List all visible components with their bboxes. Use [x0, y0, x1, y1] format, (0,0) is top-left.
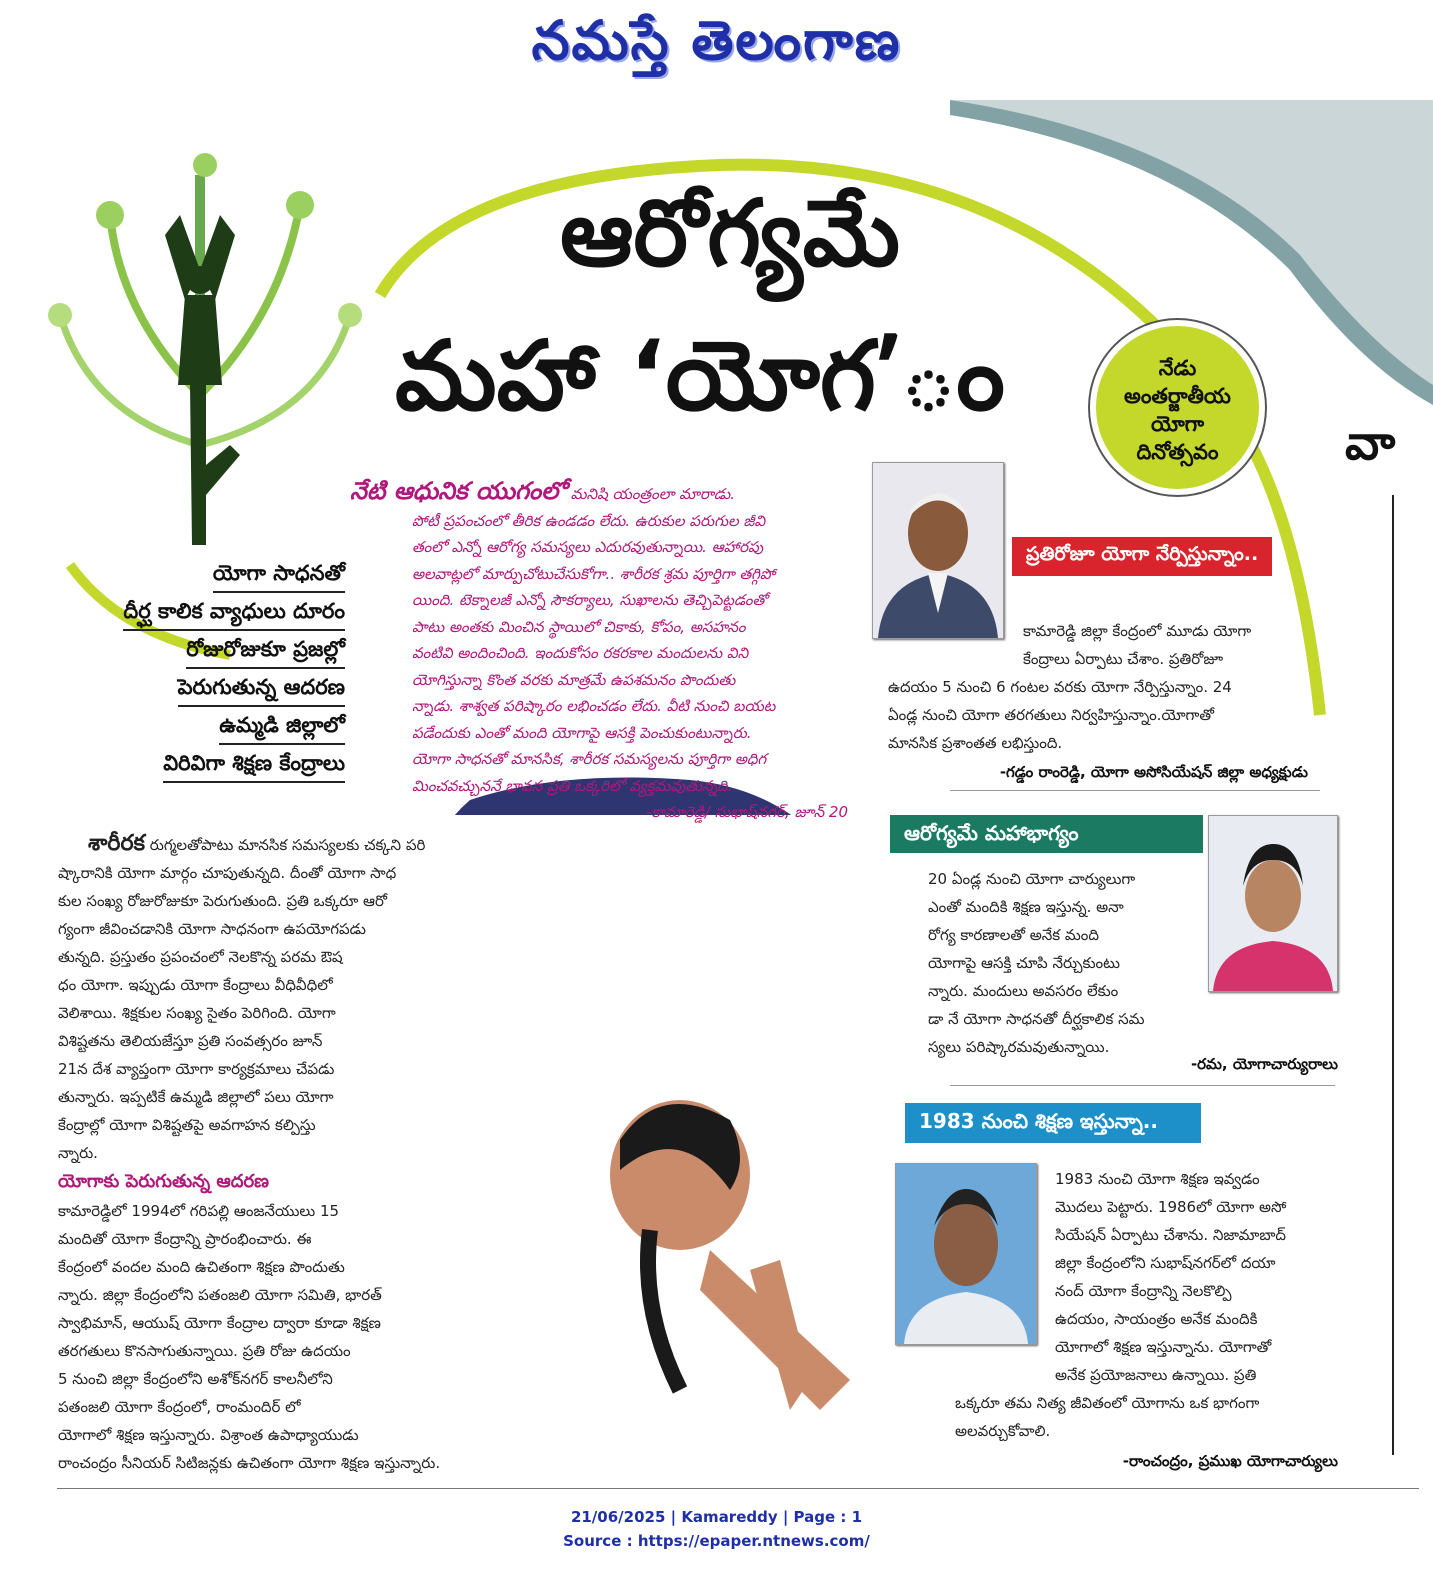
- body-line: 5 నుంచి జిల్లా కేంద్రంలోని అశోక్‌నగర్ కాలనీలోని: [58, 1370, 333, 1388]
- box2-text: [928, 865, 1186, 1061]
- side-head-3: రోజురోజుకూ ప్రజల్లో: [186, 631, 345, 669]
- divider: [950, 1085, 1335, 1086]
- box3-line: జిల్లా కేంద్రంలోని సుభాష్‌నగర్‌లో దయా: [1055, 1254, 1276, 1272]
- body-first-line: శారీరక రుగ్మలతోపాటు మానసిక సమస్యలకు చక్కని పరి: [58, 830, 508, 859]
- intro-line: పోటీ ప్రపంచంలో తీరిక ఉండడం లేదు. ఉరుకుల పరుగుల జీవి: [412, 511, 766, 530]
- headline-line1: ఆరోగ్యమే: [560, 180, 900, 287]
- intro-line: అలవాట్లలో మార్పుచోటుచేసుకోగా.. శారీరక శ్రమ పూర్తిగా తగ్గిపో: [412, 564, 776, 583]
- footer-date-line: 21/06/2025 | Kamareddy | Page : 1: [570, 1508, 863, 1526]
- side-heads: [70, 555, 345, 783]
- box1-line: కేంద్రాలు ఏర్పాటు చేశాం. ప్రతిరోజూ: [1023, 650, 1224, 668]
- body-line: విశిష్టతను తెలియజేస్తూ ప్రతి సంవత్సరం జూన్: [58, 1032, 323, 1050]
- body-line: కుల సంఖ్య రోజురోజుకూ పెరుగుతుంది. ప్రతి ఒక్కరూ ఆరో: [58, 892, 388, 910]
- box3-byline: -రాంచంద్రం, ప్రముఖ యోగాచార్యులు: [1122, 1452, 1338, 1470]
- body-line: వెలిశాయి. శిక్షకుల సంఖ్య సైతం పెరిగింది. యోగా: [58, 1004, 336, 1022]
- body-column: [58, 830, 508, 1477]
- body-lead: శారీరక: [88, 831, 145, 856]
- box1-heading: ప్రతిరోజూ యోగా నేర్పిస్తున్నాం..: [1012, 537, 1272, 576]
- side-head-4: పెరుగుతున్న ఆదరణ: [178, 669, 345, 707]
- badge-line1: నేడు: [1158, 356, 1197, 380]
- body-line: గ్యంగా జీవించడానికి యోగా సాధనంగా ఉపయోగపడు: [58, 920, 366, 938]
- side-head-1: యోగా సాధనతో: [213, 555, 345, 593]
- body-line: ష్కారానికి యోగా మార్గం చూపుతున్నది. దీంతో యోగా సాధ: [58, 864, 397, 882]
- badge-line2: అంతర్జాతీయ: [1124, 384, 1231, 408]
- intro-line: పాటు అంతకు మించిన స్థాయిలో చికాకు, కోపం, అసహనం: [412, 617, 746, 636]
- box3-line: ఉదయం, సాయంత్రం అనేక మందికి: [1055, 1310, 1258, 1328]
- footer-source-link[interactable]: Source : https://epaper.ntnews.com/: [563, 1532, 870, 1550]
- box3-line: 1983 నుంచి యోగా శిక్షణ ఇవ్వడం: [1055, 1170, 1260, 1188]
- body-line: తున్నారు. ఇప్పటికే ఉమ్మడి జిల్లాలో పలు యోగా: [58, 1088, 334, 1106]
- footer-rule: [57, 1488, 1419, 1489]
- intro-line: మించవచ్చుననే భావన ప్రతి ఒక్కరిలో వ్యక్తమవుతున్నది.: [412, 776, 733, 795]
- masthead: నమస్తే తెలంగాణ: [531, 8, 902, 72]
- intro-paragraph: [350, 478, 850, 826]
- box1-line: ఏండ్ల నుంచి యోగా తరగతులు నిర్వహిస్తున్నాం.యోగాతో: [888, 706, 1215, 724]
- intro-line: పడేందుకు ఎంతో మంది యోగాపై ఆసక్తి పెంచుకుంటున్నారు.: [412, 723, 752, 742]
- box3-line: సియేషన్ ఏర్పాటు చేశాను. నిజామాబాద్: [1055, 1226, 1286, 1244]
- body-line: స్వాభిమాన్, ఆయుష్ యోగా కేంద్రాల ద్వారా కూడా శిక్షణ: [58, 1314, 381, 1332]
- box3-text: [955, 1165, 1338, 1477]
- yoga-tree-logo: [48, 153, 362, 545]
- box3-line: అనేక ప్రయోజనాలు ఉన్నాయి. ప్రతి: [1055, 1366, 1257, 1384]
- box2-line: డా నే యోగా సాధనతో దీర్ఘకాలిక సమ: [928, 1010, 1145, 1028]
- badge-line3: యోగా: [1150, 412, 1205, 436]
- edge-text: వా: [1345, 415, 1396, 471]
- box1-line: ఉదయం 5 నుంచి 6 గంటల వరకు యోగా నేర్పిస్తున్నాం. 24: [888, 678, 1232, 696]
- box3-line: ఒక్కరూ తమ నిత్య జీవితంలో యోగాను ఒక భాగంగా: [955, 1394, 1260, 1412]
- body-line: మందితో యోగా కేంద్రాన్ని ప్రారంభించారు. ఈ: [58, 1230, 312, 1248]
- divider: [950, 790, 1320, 791]
- side-head-2: దీర్ఘ కాలిక వ్యాధులు దూరం: [123, 593, 345, 631]
- box3-line: అలవర్చుకోవాలి.: [955, 1422, 1051, 1440]
- box1-byline: -గడ్డం రాంరెడ్డి, యోగా అసోసియేషన్ జిల్లా అధ్యక్షుడు: [999, 763, 1308, 781]
- gymnast-lower: [560, 1080, 890, 1430]
- box2-line: స్యలు పరిష్కారమవుతున్నాయి.: [928, 1038, 1110, 1056]
- box3-line: మొదలు పెట్టారు. 1986లో యోగా అసో: [1055, 1198, 1287, 1216]
- right-column-rule: [1392, 495, 1394, 1455]
- body-line: తరగతులు కొనసాగుతున్నాయి. ప్రతి రోజు ఉదయం: [58, 1342, 351, 1360]
- body-line: తున్నది. ప్రస్తుతం ప్రపంచంలో నెలకొన్న పరమ ఔష: [58, 948, 343, 966]
- body-line: 21న దేశ వ్యాప్తంగా యోగా కార్యక్రమాలు చేపడు: [58, 1060, 335, 1078]
- intro-line: యోగా సాధనతో మానసిక, శారీరక సమస్యలను పూర్తిగా అధిగ: [412, 750, 767, 768]
- intro-line: వంటివి అందించింది. ఇందుకోసం రకరకాల మందులను విని: [412, 644, 749, 662]
- person-photo-icon: [873, 463, 1003, 638]
- intro-first-line: నేటి ఆధునిక యుగంలో మనిషి యంత్రంలా మారాడు.: [350, 477, 735, 505]
- intro-line: యింది. టెక్నాలజీ ఎన్నో సౌకర్యాలు, సుఖాలను తెచ్చిపెట్టడంతో: [412, 591, 768, 609]
- rama-photo: [1208, 815, 1338, 992]
- intro-dateline: -కామారెడ్డి/ సుభాష్‌నగర్, జూన్ 20: [646, 803, 848, 821]
- box3-line: యోగాలో శిక్షణ ఇస్తున్నాను. యోగాతో: [1055, 1338, 1272, 1356]
- body-subhead: యోగాకు పెరుగుతున్న ఆదరణ: [58, 1171, 270, 1192]
- box2-byline: -రమ, యోగాచార్యురాలు: [1190, 1055, 1338, 1073]
- box2-line: యోగాపై ఆసక్తి చూపి నేర్చుకుంటు: [928, 954, 1120, 972]
- box2-heading: ఆరోగ్యమే మహాభాగ్యం: [890, 815, 1203, 853]
- box3-heading: 1983 నుంచి శిక్షణ ఇస్తున్నా..: [905, 1103, 1201, 1143]
- box2-line: రోగ్య కారణాలతో అనేక మంది: [928, 926, 1099, 944]
- intro-lead: నేటి ఆధునిక యుగంలో: [350, 477, 566, 505]
- intro-line: తంలో ఎన్నో ఆరోగ్య సమస్యలు ఎదురవుతున్నాయి. ఆహారపు: [412, 538, 764, 556]
- side-head-5: ఉమ్మడి జిల్లాలో: [219, 707, 345, 745]
- body-line: కేంద్రంలో వందల మంది ఉచితంగా శిక్షణ పొందుతు: [58, 1258, 345, 1276]
- body-line: రాంచంద్రం సీనియర్ సిటిజన్లకు ఉచితంగా యోగా శిక్షణ ఇస్తున్నారు.: [58, 1454, 441, 1472]
- body-line: ధం యోగా. ఇప్పుడు యోగా కేంద్రాలు వీధివీధిలో: [58, 976, 333, 994]
- box1-line: కామారెడ్డి జిల్లా కేంద్రంలో మూడు యోగా: [1023, 622, 1252, 640]
- headline-line2: మహా ‘యోగ’ం: [395, 320, 1005, 432]
- box1-text: [888, 617, 1308, 787]
- body-line: న్నారు.: [58, 1144, 98, 1162]
- intro-line: న్నాడు. శాశ్వత పరిష్కారం లభించడం లేదు. వీటి నుంచి బయట: [412, 697, 776, 715]
- body-line: కేంద్రాల్లో యోగా విశిష్టతపై అవగాహన కల్పిస్తు: [58, 1116, 316, 1134]
- body-line: న్నారు. జిల్లా కేంద్రంలోని పతంజలి యోగా సమితి, భారత్: [58, 1286, 382, 1304]
- ramreddy-photo: [872, 462, 1004, 639]
- body-line: యోగాలో శిక్షణ ఇస్తున్నారు. విశ్రాంత ఉపాధ్యాయుడు: [58, 1426, 359, 1444]
- body-line: పతంజలి యోగా కేంద్రంలో, రాంమందిర్ లో: [58, 1398, 301, 1416]
- intro-line: యోగిస్తున్నా కొంత వరకు మాత్రమే ఉపశమనం పొందుతు: [412, 670, 736, 689]
- person-photo-icon: [1209, 816, 1337, 991]
- badge-line4: దినోత్సవం: [1136, 440, 1219, 464]
- box2-line: న్నారు. మందులు అవసరం లేకుం: [928, 982, 1119, 1000]
- box2-line: ఎంతో మందికి శిక్షణ ఇస్తున్న. అనా: [928, 898, 1124, 916]
- box2-line: 20 ఏండ్ల నుంచి యోగా చార్యులుగా: [928, 870, 1136, 888]
- box1-line: మానసిక ప్రశాంతత లభిస్తుంది.: [888, 734, 1063, 752]
- body-line: కామారెడ్డిలో 1994లో గరిపల్లి ఆంజనేయులు 15: [58, 1202, 340, 1220]
- yoga-day-badge: [1090, 320, 1265, 495]
- side-head-6: విరివిగా శిక్షణ కేంద్రాలు: [163, 745, 345, 783]
- box3-line: నంద్ యోగా కేంద్రాన్ని నెలకొల్పి: [1055, 1282, 1232, 1300]
